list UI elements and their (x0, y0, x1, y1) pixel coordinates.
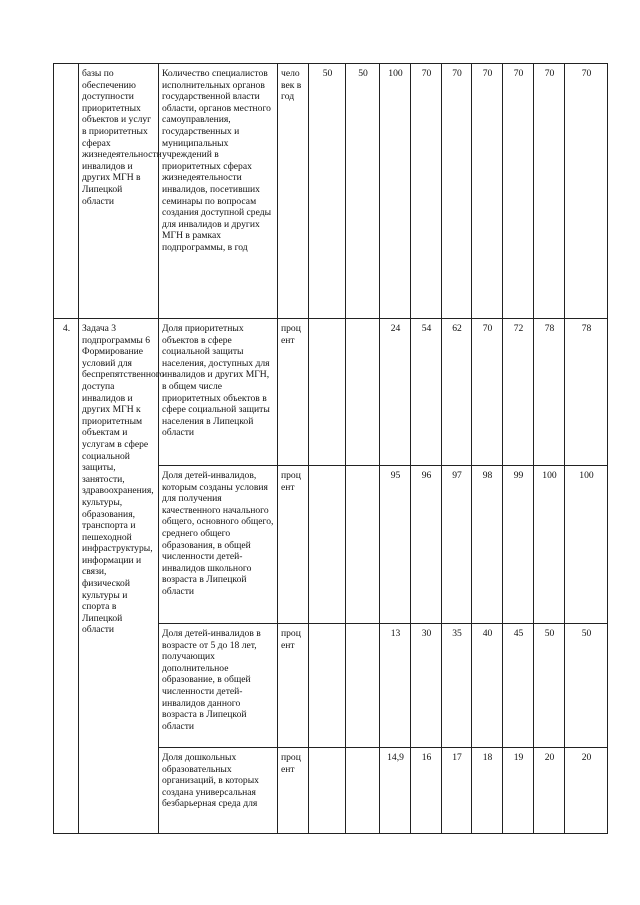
indicator-cell: Доля детей-инвалидов, которым созданы условия для получения качественного начального общего, основного общего, среднего общего образования, в общей численности детей-инвалидов школьного возраста в Липецкой области (159, 466, 278, 624)
value-cell: 50 (346, 64, 380, 319)
value-cell: 62 (442, 319, 472, 466)
value-cell: 50 (309, 64, 346, 319)
value-cell: 16 (411, 748, 442, 834)
indicator-cell: Доля дошкольных образовательных организаций, в которых создана универсальная безбарьерная среда для (159, 748, 278, 834)
value-cell: 45 (503, 624, 534, 748)
value-cell (346, 624, 380, 748)
value-cell: 70 (565, 64, 608, 319)
value-cell: 70 (442, 64, 472, 319)
value-cell: 17 (442, 748, 472, 834)
unit-cell: проц ент (278, 624, 309, 748)
value-cell (346, 748, 380, 834)
value-cell: 97 (442, 466, 472, 624)
value-cell: 99 (503, 466, 534, 624)
value-cell: 72 (503, 319, 534, 466)
value-cell: 95 (380, 466, 411, 624)
value-cell: 50 (534, 624, 565, 748)
value-cell: 78 (565, 319, 608, 466)
value-cell: 70 (472, 64, 503, 319)
value-cell: 40 (472, 624, 503, 748)
value-cell (309, 319, 346, 466)
row-number (54, 64, 79, 319)
table-row (54, 64, 608, 319)
value-cell: 70 (503, 64, 534, 319)
value-cell: 54 (411, 319, 442, 466)
indicator-cell: Доля приоритетных объектов в сфере социальной защиты населения, доступных для инвалидов и других МГН, в общем числе приоритетных объектов в сфере социальной защиты населения в Липецкой области (159, 319, 278, 466)
unit-cell: проц ент (278, 466, 309, 624)
value-cell: 35 (442, 624, 472, 748)
value-cell: 24 (380, 319, 411, 466)
value-cell: 100 (380, 64, 411, 319)
unit-cell: проц ент (278, 319, 309, 466)
table-row (54, 319, 608, 466)
value-cell (346, 466, 380, 624)
value-cell: 18 (472, 748, 503, 834)
unit-cell: чело век в год (278, 64, 309, 319)
row-number: 4. (54, 319, 79, 834)
task-cell: базы по обеспечению доступности приоритетных объектов и услуг в приоритетных сферах жизнедеятельности инвалидов и других МГН в Липецкой области (79, 64, 159, 319)
value-cell: 70 (411, 64, 442, 319)
value-cell: 78 (534, 319, 565, 466)
value-cell: 19 (503, 748, 534, 834)
value-cell (309, 748, 346, 834)
value-cell (346, 319, 380, 466)
value-cell: 70 (472, 319, 503, 466)
value-cell: 50 (565, 624, 608, 748)
value-cell: 13 (380, 624, 411, 748)
value-cell: 70 (534, 64, 565, 319)
value-cell: 20 (565, 748, 608, 834)
indicators-table (53, 63, 608, 834)
value-cell: 96 (411, 466, 442, 624)
value-cell: 98 (472, 466, 503, 624)
value-cell: 100 (534, 466, 565, 624)
value-cell: 14,9 (380, 748, 411, 834)
value-cell: 30 (411, 624, 442, 748)
value-cell: 20 (534, 748, 565, 834)
unit-cell: проц ент (278, 748, 309, 834)
value-cell (309, 624, 346, 748)
value-cell (309, 466, 346, 624)
task-cell: Задача 3 подпрограммы 6 Формирование условий для беспрепятственного доступа инвалидов и других МГН к приоритетным объектам и услугам в сфере социальной защиты, занятости, здравоохранения, культуры, образования, транспорта и пешеходной инфраструктуры, информации и связи, физической культуры и спорта в Липецкой области (79, 319, 159, 834)
value-cell: 100 (565, 466, 608, 624)
indicator-cell: Доля детей-инвалидов в возрасте от 5 до 18 лет, получающих дополнительное образование, в общей численности детей-инвалидов данного возраста в Липецкой области (159, 624, 278, 748)
indicator-cell: Количество специалистов исполнительных органов государственной власти области, органов местного самоуправления, государственных и муниципальных учреждений в приоритетных сферах жизнедеятельности инвалидов, посетивших семинары по вопросам создания доступной среды для инвалидов и других МГН в рамках подпрограммы, в год (159, 64, 278, 319)
